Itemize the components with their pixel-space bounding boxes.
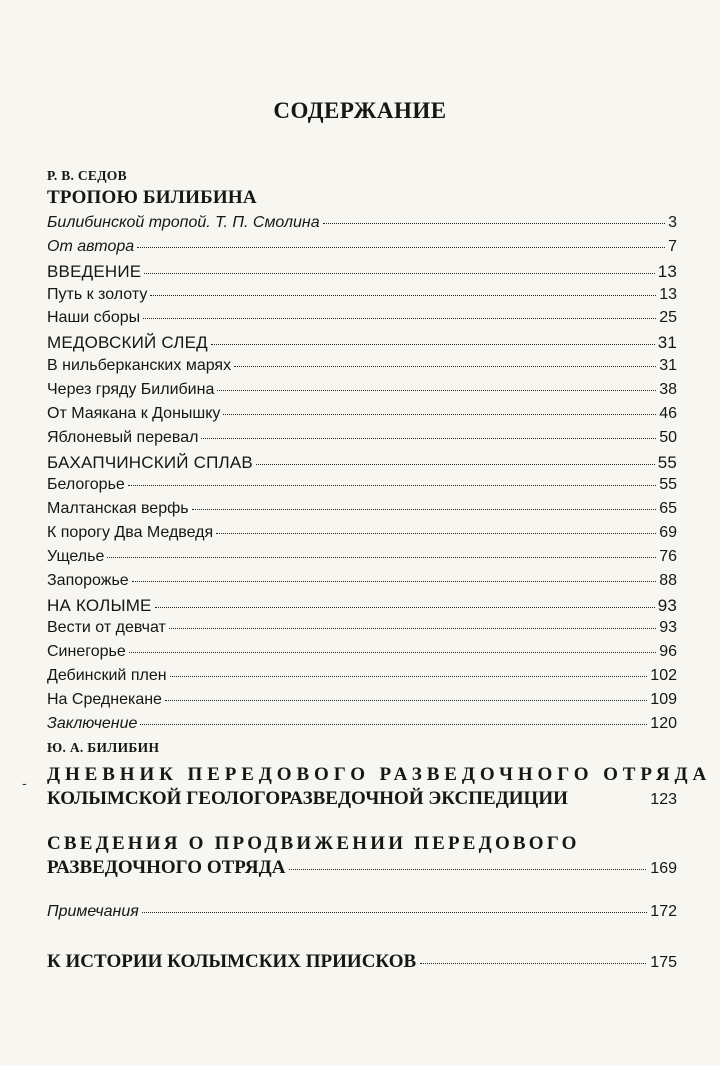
leader-dots (142, 912, 648, 913)
toc-entry (47, 453, 677, 475)
toc-entry-title: БАХАПЧИНСКИЙ СПЛАВ (47, 452, 253, 472)
notes-label: Примечания (47, 903, 139, 920)
toc-entry (47, 524, 677, 546)
toc-entry-page-number: 3 (668, 214, 677, 231)
toc-entry (47, 333, 677, 355)
toc-entry-diary (47, 763, 712, 811)
toc-entry-page-number: 13 (657, 261, 677, 281)
toc-entry-title: Через гряду Билибина (47, 380, 215, 398)
book-title-bilibin-trail: ТРОПОЮ БИЛИБИНА (47, 187, 257, 208)
toc-entry (47, 214, 677, 236)
toc-entry (47, 548, 677, 570)
leader-dots (289, 869, 646, 870)
toc-entry-title: В нильберканских марях (47, 357, 232, 375)
toc-entry-title: МЕДОВСКИЙ СЛЕД (47, 333, 208, 353)
history-title: К ИСТОРИИ КОЛЫМСКИХ ПРИИСКОВ (47, 951, 417, 972)
toc-entry-title: Путь к золоту (47, 285, 148, 303)
toc-entry (47, 286, 677, 308)
toc-entry-title: Запорожье (47, 571, 129, 589)
info-title-line-2 (47, 856, 677, 880)
toc-entry-page-number: 50 (659, 428, 677, 446)
toc-entry (47, 596, 677, 618)
leader-dots (201, 438, 656, 439)
toc-entry-page-number: 7 (668, 237, 677, 255)
toc-entry-title: НА КОЛЫМЕ (47, 595, 152, 615)
diary-title-line-2 (47, 787, 677, 811)
leader-dots (256, 464, 655, 465)
leader-dots (165, 700, 647, 701)
toc-entry-title: От Маякана к Донышку (47, 404, 221, 422)
leader-dots (211, 344, 655, 345)
author-sedov: Р. В. СЕДОВ (47, 168, 127, 183)
toc-entry (47, 476, 677, 498)
toc-entry-title: Малтанская верфь (47, 500, 189, 518)
toc-entry (47, 309, 677, 331)
toc-entry-title: Ущелье (47, 547, 105, 565)
toc-entry (47, 572, 677, 594)
leader-dots (128, 485, 656, 486)
history-page-number: 175 (650, 954, 677, 971)
toc-entry (47, 381, 677, 403)
toc-entry-page-number: 76 (659, 547, 677, 565)
toc-entry-page-number: 55 (657, 452, 677, 472)
toc-entry-title: На Среднекане (47, 691, 162, 708)
toc-entry-title: К порогу Два Медведя (47, 524, 214, 542)
toc-entry-title: Белогорье (47, 476, 125, 494)
leader-dots (217, 390, 656, 391)
leader-dots (144, 273, 654, 274)
toc-entry (47, 357, 677, 379)
toc-entry-page-number: 65 (659, 500, 677, 518)
leader-dots (143, 318, 656, 319)
toc-entry-page-number: 88 (659, 571, 677, 589)
toc-entry-title: Вести от девчат (47, 619, 166, 637)
toc-entry (47, 619, 677, 641)
info-title-part-1: СВЕДЕНИЯ О ПРОДВИЖЕНИИ ПЕРЕДОВОГО (47, 833, 580, 854)
toc-entry-page-number: 31 (659, 357, 677, 375)
diary-title-part-1: ДНЕВНИК ПЕРЕДОВОГО РАЗВЕДОЧНОГО ОТРЯДА (47, 764, 712, 785)
toc-entry (47, 262, 677, 284)
leader-dots (107, 557, 656, 558)
toc-entry-notes (47, 903, 677, 925)
notes-page-number: 172 (650, 903, 677, 920)
toc-entry-page-number: 93 (657, 595, 677, 615)
toc-entry-history (47, 950, 677, 974)
toc-entry-page-number: 96 (659, 643, 677, 661)
leader-dots (323, 223, 666, 224)
toc-entry-page-number: 93 (659, 619, 677, 637)
toc-entry (47, 715, 677, 737)
toc-entry (47, 238, 677, 260)
author-bilibin: Ю. А. БИЛИБИН (47, 740, 160, 755)
toc-entry (47, 691, 677, 713)
leader-dots (132, 581, 657, 582)
toc-entry (47, 405, 677, 427)
leader-dots (169, 628, 656, 629)
toc-entry-page-number: 69 (659, 524, 677, 542)
diary-page-number: 123 (650, 791, 677, 808)
leader-dots (129, 652, 656, 653)
toc-entry-page-number: 109 (650, 691, 677, 708)
info-page-number: 169 (650, 860, 677, 877)
leader-dots (155, 607, 655, 608)
info-title-line-1 (47, 832, 677, 856)
leader-dots (192, 509, 657, 510)
toc-entry-page-number: 46 (659, 404, 677, 422)
diary-title-part-2: КОЛЫМСКОЙ ГЕОЛОГОРАЗВЕДОЧНОЙ ЭКСПЕДИЦИИ (47, 788, 568, 809)
leader-dots (137, 247, 665, 248)
toc-entry-title: Дебинский плен (47, 667, 167, 685)
leader-dots (234, 366, 656, 367)
toc-entry-page-number: 25 (659, 309, 677, 327)
toc-entry-title: Наши сборы (47, 309, 141, 327)
toc-entry-title: Синегорье (47, 643, 126, 661)
toc-entry-page-number: 13 (659, 285, 677, 303)
toc-entry-title: Билибинской тропой. Т. П. Смолина (47, 214, 320, 231)
toc-entry-title: Заключение (47, 714, 138, 732)
leader-dots (170, 676, 648, 677)
leader-dots (150, 295, 656, 296)
leader-dots (216, 533, 656, 534)
margin-dash: - (22, 775, 27, 791)
toc-entry (47, 667, 677, 689)
leader-dots (140, 724, 647, 725)
toc-entry-title: ВВЕДЕНИЕ (47, 261, 142, 281)
toc-entry (47, 643, 677, 665)
leader-dots (223, 414, 656, 415)
history-line (47, 950, 677, 974)
leader-dots (420, 963, 646, 964)
toc-entry-page-number: 102 (650, 667, 677, 685)
toc-entry-page-number: 31 (657, 333, 677, 353)
page-title: СОДЕРЖАНИЕ (273, 98, 447, 123)
info-title-part-2: РАЗВЕДОЧНОГО ОТРЯДА (47, 857, 286, 878)
toc-entry-page-number: 120 (650, 714, 677, 732)
diary-title-line-1 (47, 763, 712, 787)
toc-entry-title: Яблоневый перевал (47, 428, 199, 446)
toc-entry-info (47, 832, 677, 880)
toc-entry-page-number: 38 (659, 380, 677, 398)
toc-entry (47, 500, 677, 522)
toc-entry-page-number: 55 (659, 476, 677, 494)
toc-entry-title: От автора (47, 237, 135, 255)
toc-entry (47, 429, 677, 451)
